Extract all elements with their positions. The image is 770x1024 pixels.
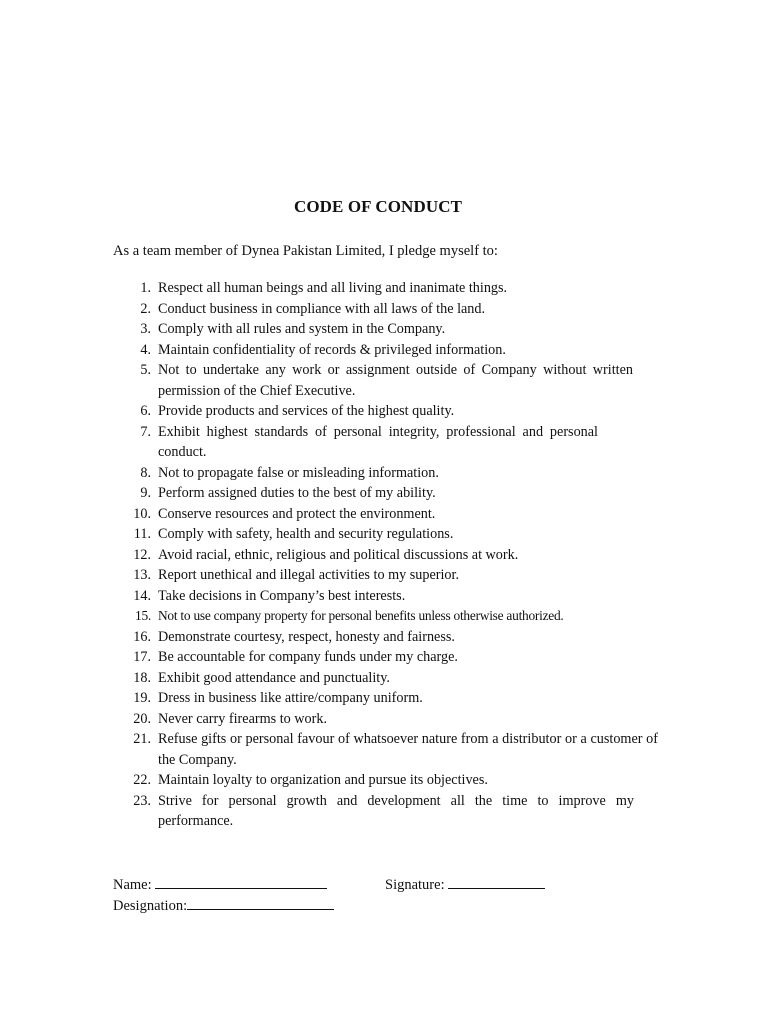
item-number: 20. [133, 710, 151, 727]
list-item [113, 729, 658, 770]
item-number: 14. [133, 587, 151, 604]
item-text: Not to propagate false or misleading information. [158, 464, 439, 481]
item-text: Provide products and services of the highest quality. [158, 403, 455, 419]
item-number: 5. [140, 362, 151, 378]
item-text: Take decisions in Company’s best interests. [158, 587, 406, 604]
item-text: Report unethical and illegal activities to my superior. [158, 567, 460, 583]
list-item [113, 791, 634, 832]
item-number: 11. [133, 526, 151, 542]
item-text: Not to undertake any work or assignment outside of Company without written permission of the Chief Executive. [158, 362, 633, 399]
list-item [113, 340, 633, 361]
name-blank-line[interactable] [155, 874, 327, 889]
item-text: Dress in business like attire/company uniform. [158, 690, 423, 706]
list-item [113, 709, 633, 730]
item-number: 3. [140, 321, 151, 337]
designation-field [113, 895, 334, 915]
item-text: Maintain loyalty to organization and pursue its objectives. [158, 772, 488, 788]
list-item [113, 606, 633, 627]
item-text: Demonstrate courtesy, respect, honesty and fairness. [158, 628, 455, 645]
list-item [113, 299, 633, 320]
list-item [113, 524, 633, 545]
intro-text: As a team member of Dynea Pakistan Limited, I pledge myself to: [113, 243, 498, 259]
name-label: Name: [113, 877, 152, 893]
item-text: Conserve resources and protect the environment. [158, 505, 436, 522]
item-number: 21. [133, 731, 151, 747]
item-number: 9. [140, 485, 151, 501]
item-number: 7. [140, 423, 151, 440]
list-item [113, 627, 633, 648]
list-item [113, 688, 633, 709]
item-text: Comply with all rules and system in the Company. [158, 321, 446, 337]
item-text: Respect all human beings and all living and inanimate things. [158, 280, 508, 296]
item-number: 8. [140, 464, 151, 481]
item-number: 15. [135, 608, 151, 623]
list-item [113, 586, 633, 607]
item-text: Refuse gifts or personal favour of whatsoever nature from a distributor or a customer of the Company. [158, 731, 658, 768]
list-item [113, 483, 633, 504]
list-item [113, 647, 633, 668]
item-text: Conduct business in compliance with all laws of the land. [158, 300, 486, 317]
item-text: Not to use company property for personal benefits unless otherwise authorized. [158, 608, 564, 623]
signature-field [385, 874, 545, 894]
pledge-list [113, 278, 658, 832]
page-title: CODE OF CONDUCT [293, 197, 463, 216]
item-number: 19. [133, 690, 151, 706]
designation-blank-line[interactable] [187, 895, 334, 910]
item-text: Never carry firearms to work. [158, 710, 327, 727]
item-text: Exhibit highest standards of personal integrity, professional and personal conduct. [158, 423, 598, 460]
list-item [113, 565, 633, 586]
list-item [113, 278, 633, 299]
item-text: Avoid racial, ethnic, religious and political discussions at work. [158, 546, 519, 563]
list-item [113, 319, 633, 340]
list-item [113, 668, 633, 689]
item-number: 18. [133, 669, 151, 686]
item-number: 17. [133, 649, 151, 665]
item-number: 2. [140, 300, 151, 317]
item-text: Strive for personal growth and development all the time to improve my performance. [158, 792, 634, 829]
item-number: 6. [140, 403, 151, 419]
item-number: 12. [133, 546, 151, 563]
item-text: Comply with safety, health and security regulations. [158, 526, 454, 542]
item-number: 16. [133, 628, 151, 645]
signature-label: Signature: [385, 877, 445, 893]
signature-blank-line[interactable] [448, 874, 545, 889]
designation-label: Designation: [113, 898, 188, 914]
list-item [113, 463, 633, 484]
item-text: Maintain confidentiality of records & privileged information. [158, 341, 506, 358]
item-number: 4. [140, 341, 151, 358]
list-item [113, 770, 633, 791]
item-number: 10. [133, 505, 151, 522]
item-number: 22. [133, 772, 151, 788]
item-number: 1. [140, 280, 151, 296]
list-item [113, 422, 598, 463]
list-item [113, 545, 633, 566]
item-text: Be accountable for company funds under my charge. [158, 649, 458, 665]
list-item [113, 401, 633, 422]
list-item [113, 504, 633, 525]
item-number: 13. [133, 567, 151, 583]
item-text: Perform assigned duties to the best of my ability. [158, 485, 436, 501]
name-field [113, 874, 327, 894]
item-number: 23. [133, 792, 151, 809]
item-text: Exhibit good attendance and punctuality. [158, 669, 390, 686]
list-item [113, 360, 633, 401]
